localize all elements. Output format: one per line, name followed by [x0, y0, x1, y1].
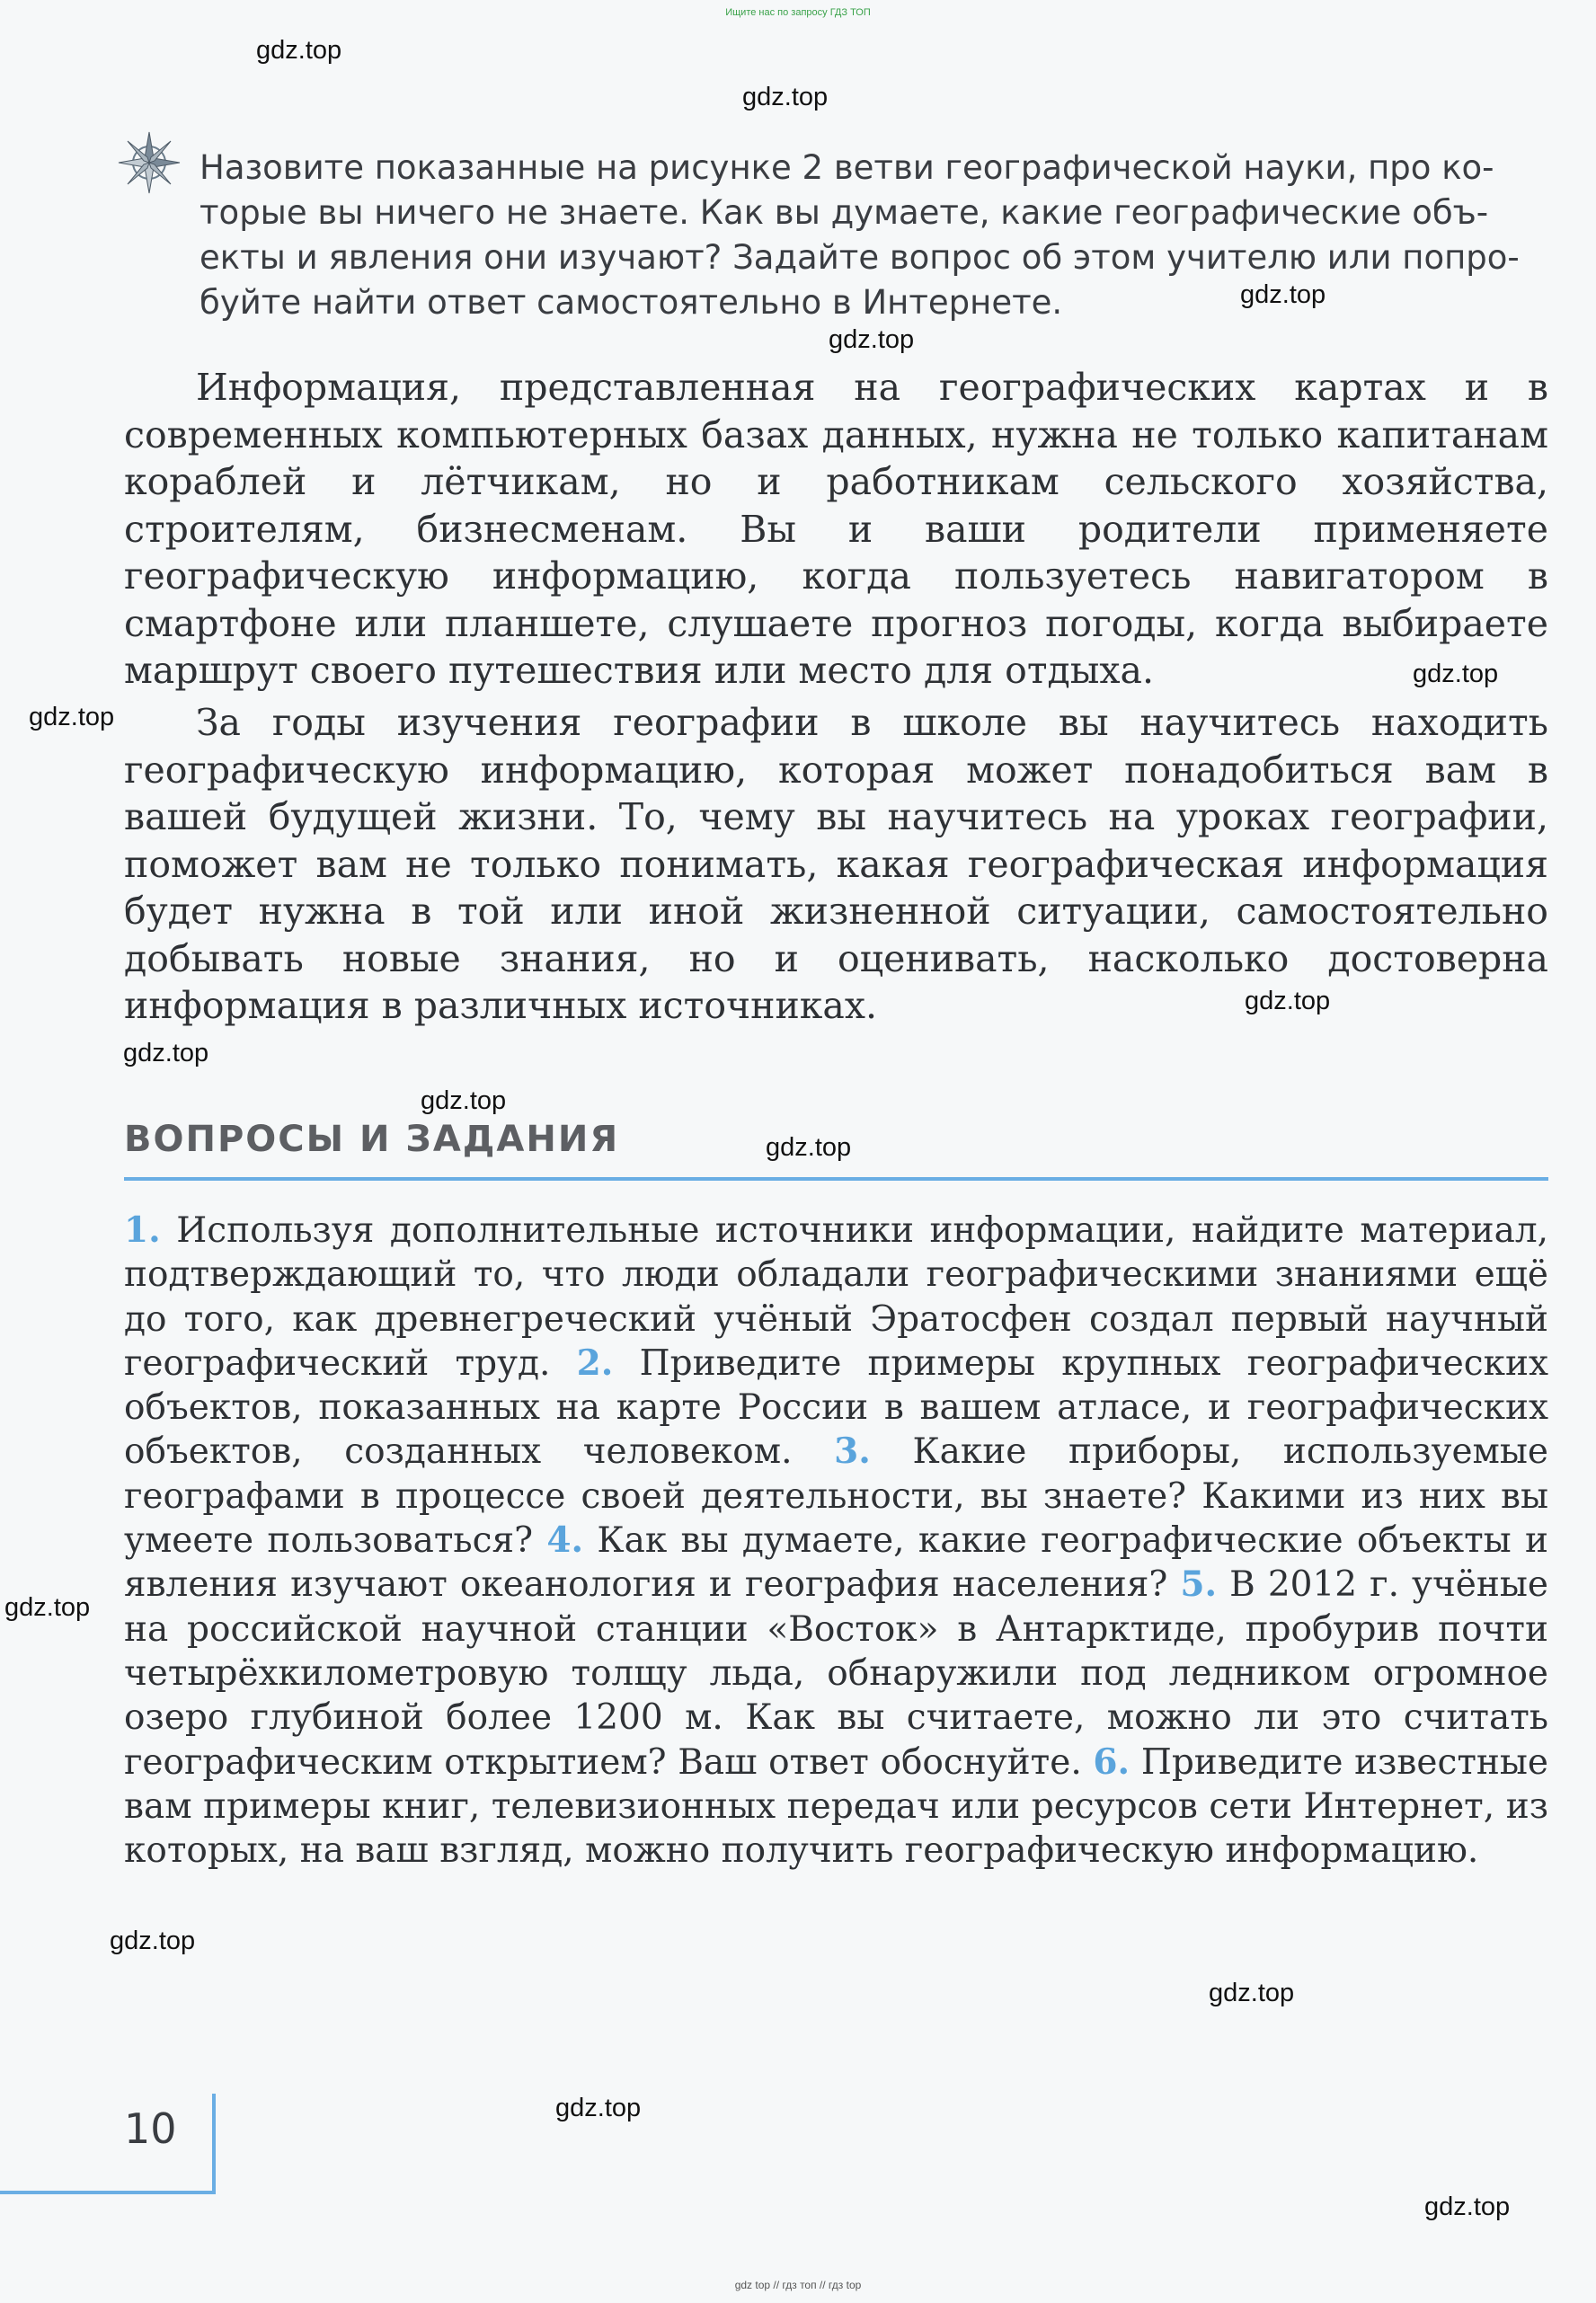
question-number: 5.: [1180, 1563, 1218, 1606]
watermark: gdz.top: [829, 325, 915, 354]
task-text: [200, 146, 1547, 325]
task-line: екты и явления они изучают? Задайте вопрос об этом учителю или попро-: [200, 238, 1520, 277]
paragraph-text: За годы изучения географии в школе вы научитесь находить географическую информацию, которая может понадобиться вам в вашей будущей жизни. То, чему вы научитесь на уроках географии, поможет вам не только понимать, какая географическая информация будет нужна в той или иной жизненной ситуации, самостоятельно добывать новые знания, но и оценивать, насколько достоверна информация в различных источниках.: [124, 701, 1548, 1027]
watermark: gdz.top: [1240, 280, 1326, 309]
question-number: 3.: [834, 1431, 871, 1473]
question-text: Приведите примеры крупных географических объектов, показанных на карте России в вашем атласе, и географических объектов, созданных человеком.: [124, 1342, 1548, 1473]
question-text: Используя дополнительные источники информации, найдите материал, подтверждающий то, что люди обладали географическими знаниями ещё до того, как древнегреческий учёный Эратосфен создал первый научный географический труд.: [124, 1210, 1548, 1384]
watermark: gdz.top: [1245, 987, 1331, 1015]
section-title: ВОПРОСЫ И ЗАДАНИЯ: [124, 1119, 620, 1160]
page-number-frame: [0, 2094, 216, 2194]
body-paragraph: [124, 364, 1548, 695]
watermark: gdz.top: [123, 1039, 209, 1067]
questions-block: [124, 1209, 1548, 1873]
watermark: gdz.top: [29, 703, 115, 731]
section-divider: [124, 1177, 1548, 1181]
question-number: 6.: [1093, 1741, 1130, 1783]
watermark: gdz.top: [256, 36, 342, 65]
body-paragraph: [124, 699, 1548, 1030]
watermark: gdz.top: [4, 1593, 91, 1622]
task-line: Назовите показанные на рисунке 2 ветви географической науки, про ко-: [200, 148, 1494, 187]
watermark: gdz.top: [110, 1927, 196, 1955]
watermark: gdz.top: [1209, 1979, 1295, 2007]
watermark: gdz.top: [421, 1086, 507, 1115]
watermark: gdz.top: [766, 1133, 852, 1162]
watermark: gdz.top: [555, 2094, 642, 2122]
question-text: Как вы думаете, какие географические объекты и явления изучают океанология и география населения?: [124, 1520, 1548, 1606]
question-text: В 2012 г. учёные на российской научной станции «Восток» в Антарктиде, пробурив почти четырёхкилометровую толщу льда, обнаружили под ледником огромное озеро глубиной более 1200 м. Как вы считаете, можно ли это считать географическим открытием? Ваш ответ обоснуйте.: [124, 1564, 1548, 1783]
question-number: 1.: [124, 1209, 161, 1251]
question-text: Приведите известные вам примеры книг, телевизионных передач или ресурсов сети Интернет, из которых, на ваш взгляд, можно получить географическую информацию.: [124, 1741, 1549, 1872]
question-number: 4.: [546, 1519, 584, 1562]
task-line: буйте найти ответ самостоятельно в Интернете.: [200, 283, 1063, 322]
watermark: gdz.top: [742, 83, 829, 111]
question-text: Какие приборы, используемые географами в процессе своей деятельности, вы знаете? Какими из них вы умеете пользоваться?: [124, 1431, 1548, 1562]
compass-rose-icon: [117, 130, 182, 195]
task-line: торые вы ничего не знаете. Как вы думаете, какие географические объ-: [200, 193, 1489, 232]
watermark: gdz.top: [1413, 660, 1499, 688]
footer-links: gdz top // гдз топ // гдз top: [734, 2279, 862, 2291]
page-number: 10: [124, 2104, 177, 2153]
question-number: 2.: [576, 1342, 614, 1384]
paragraph-text: Информация, представленная на географических картах и в современных компьютерных базах данных, нужна не только капитанам кораблей и лётчикам, но и работникам сельского хозяйства, строителям, бизнесменам. Вы и ваши родители применяете географическую информацию, когда пользуетесь навигатором в смартфоне или планшете, слушаете прогноз погоды, когда выбираете маршрут своего путешествия или место для отдыха.: [124, 366, 1548, 692]
watermark: gdz.top: [1424, 2192, 1511, 2221]
search-hint-banner: Ищите нас по запросу ГДЗ ТОП: [725, 7, 871, 18]
